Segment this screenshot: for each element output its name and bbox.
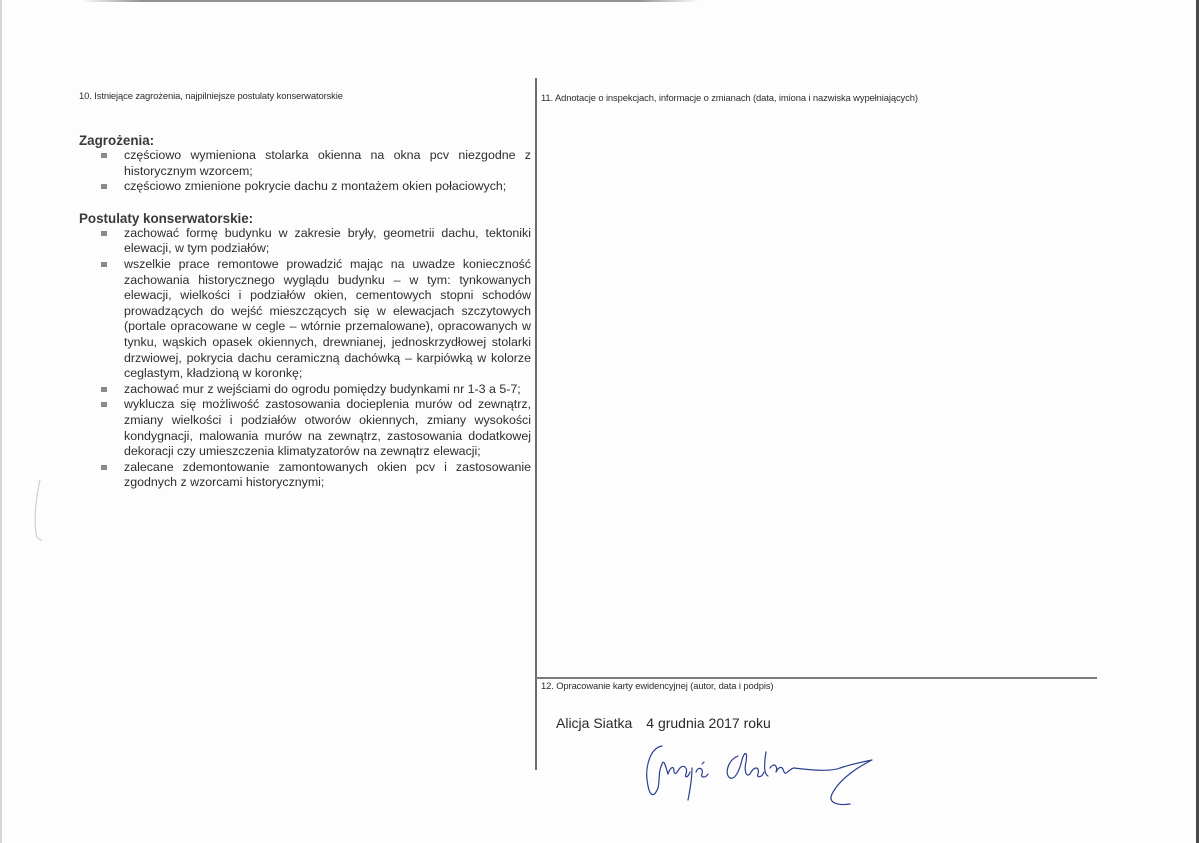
square-bullet-icon [101, 465, 107, 470]
section-12-label: 12. Opracowanie karty ewidencyjnej (autor, data i podpis) [541, 680, 774, 691]
square-bullet-icon [101, 153, 107, 158]
column-divider [535, 78, 537, 770]
list-item: zachować mur z wejściami do ogrodu pomiędzy budynkami nr 1-3 a 5-7; [79, 382, 531, 398]
scan-edge-top [80, 0, 700, 2]
section-12-top-rule [536, 677, 1097, 679]
stray-pencil-mark-icon [30, 478, 50, 548]
postulates-heading: Postulaty konserwatorskie: [79, 210, 254, 226]
author-name: Alicja Siatka [556, 715, 633, 731]
threats-list [79, 148, 531, 195]
threats-heading: Zagrożenia: [79, 133, 155, 148]
section-10-label: 10. Istniejące zagrożenia, najpilniejsze postulaty konserwatorskie [79, 90, 343, 101]
square-bullet-icon [101, 184, 107, 189]
list-item: zalecane zdemontowanie zamontowanych okien pcv i zastosowanie zgodnych z wzorcami historycznymi; [79, 460, 531, 491]
threats-group [79, 133, 531, 195]
section-11-label: 11. Adnotacje o inspekcjach, informacje o zmianach (data, imiona i nazwiska wypełniających) [541, 92, 918, 103]
list-item: wszelkie prace remontowe prowadzić mając na uwadze konieczność zachowania historycznego wyglądu budynku – w tym: tynkowanych elewacji, wielkości i podziałów okien, cementowych stopni schodów prowadzących do wejść mieszczących się w elewacjach szczytowych (portale opracowane w cegle – wtórnie przemalowane), opracowanych w tynku, wąskich opasek okiennych, drewnianej, jednoskrzydłowej stolarki drzwiowej, pokrycia dachu ceramiczną dachówką – karpiówką w kolorze ceglastym, kładzioną w koronkę; [79, 257, 531, 382]
author-date-line [556, 715, 771, 731]
square-bullet-icon [101, 402, 107, 407]
list-item: częściowo wymieniona stolarka okienna na okna pcv niezgodne z historycznym wzorcem; [79, 148, 531, 179]
postulates-list [79, 226, 531, 491]
section-10-content [79, 133, 531, 507]
scan-edge-left [0, 0, 2, 843]
square-bullet-icon [101, 262, 107, 267]
square-bullet-icon [101, 387, 107, 392]
list-item: częściowo zmienione pokrycie dachu z montażem okien połaciowych; [79, 179, 531, 195]
square-bullet-icon [101, 231, 107, 236]
list-item: zachować formę budynku w zakresie bryły, geometrii dachu, tektoniki elewacji, w tym podziałów; [79, 226, 531, 257]
list-item: wyklucza się możliwość zastosowania docieplenia murów od zewnątrz, zmiany wielkości i podziałów otworów okiennych, zmiany wysokości kondygnacji, malowania murów na zewnątrz, zastosowania dodatkowej dekoracji czy umieszczenia klimatyzatorów na zewnątrz elewacji; [79, 397, 531, 459]
document-date: 4 grudnia 2017 roku [646, 715, 771, 731]
handwritten-signature-icon [640, 738, 900, 818]
conservation-postulates-group [79, 211, 531, 491]
